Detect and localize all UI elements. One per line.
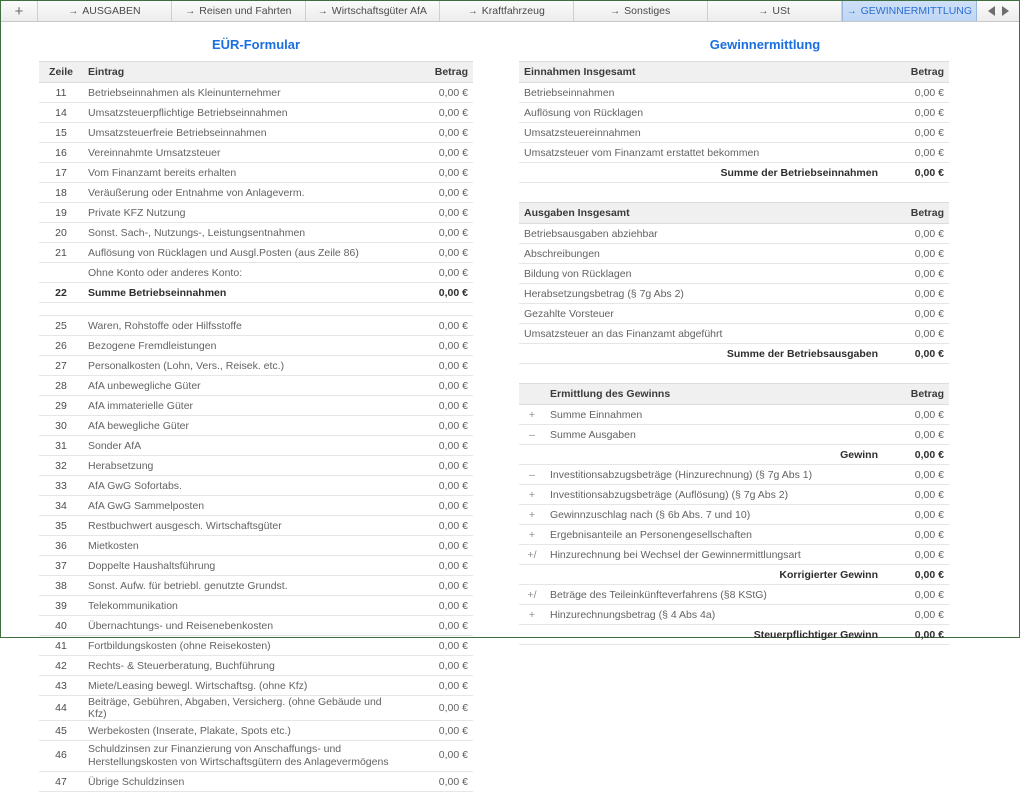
arrow-right-icon: → [758,5,769,17]
cell-betrag[interactable]: 0,00 € [883,143,949,163]
cell-sign: – [519,465,545,485]
cell-zeile: 42 [39,656,83,676]
total-betrag: 0,00 € [883,344,949,364]
tab-list [38,1,977,21]
arrow-right-icon: → [610,5,621,17]
cell-betrag[interactable]: 0,00 € [407,456,473,476]
section-header-label: Ausgaben Insgesamt [519,203,883,224]
section-header-label: Ermittlung des Gewinns [545,384,883,405]
section-gap [519,183,949,202]
gewinnermittlung-panel [511,23,1019,641]
arrow-right-icon: → [317,5,328,17]
cell-zeile: 28 [39,376,83,396]
table-row[interactable] [519,304,949,324]
table-row[interactable] [519,545,949,565]
table-row[interactable] [39,356,473,376]
table-row[interactable] [519,525,949,545]
cell-sign: + [519,605,545,625]
table-row[interactable] [39,656,473,676]
table-row[interactable] [39,636,473,656]
cell-betrag[interactable]: 0,00 € [407,163,473,183]
cell-zeile: 36 [39,536,83,556]
cell-zeile: 39 [39,596,83,616]
cell-sign: +/ [519,545,545,565]
table-row[interactable] [519,244,949,264]
cell-eintrag: AfA GwG Sofortabs. [83,476,407,496]
table-row[interactable] [519,465,949,485]
total-label: Korrigierter Gewinn [545,565,883,585]
tab-gewinnermittlung[interactable] [842,1,977,21]
cell-betrag[interactable]: 0,00 € [883,224,949,244]
cell-eintrag: Ohne Konto oder anderes Konto: [83,263,407,283]
tab-label: USt [772,5,790,17]
cell-label: Abschreibungen [519,244,883,264]
table-row[interactable] [39,416,473,436]
tab-label: Sonstiges [624,5,671,17]
table-row[interactable] [39,536,473,556]
table-row[interactable] [519,585,949,605]
arrow-right-icon: → [68,5,79,17]
table-row[interactable] [39,183,473,203]
cell-betrag[interactable]: 0,00 € [407,416,473,436]
cell-zeile: 29 [39,396,83,416]
cell-sign: + [519,485,545,505]
cell-betrag[interactable]: 0,00 € [407,772,473,792]
cell-zeile: 25 [39,316,83,336]
table-row[interactable] [39,476,473,496]
tab-label: GEWINNERMITTLUNG [860,5,973,17]
tab-label: AUSGABEN [82,5,141,17]
section-1 [519,61,949,183]
table-row[interactable] [39,556,473,576]
cell-zeile: 32 [39,456,83,476]
cell-zeile: 33 [39,476,83,496]
cell-betrag[interactable]: 0,00 € [407,696,473,721]
cell-eintrag: Umsatzsteuerpflichtige Betriebseinnahmen [83,103,407,123]
column-header-betrag: Betrag [883,384,949,405]
column-header-betrag: Betrag [883,62,949,83]
cell-betrag[interactable]: 0,00 € [883,525,949,545]
cell-betrag[interactable]: 0,00 € [407,476,473,496]
cell-zeile: 14 [39,103,83,123]
cell-zeile: 37 [39,556,83,576]
cell-label: Ergebnisanteile an Personengesellschaften [545,525,883,545]
cell-eintrag: Sonder AfA [83,436,407,456]
cell-betrag[interactable]: 0,00 € [407,243,473,263]
cell-eintrag: Waren, Rohstoffe oder Hilfsstoffe [83,316,407,336]
cell-betrag[interactable]: 0,00 € [883,304,949,324]
eur-formular-panel [1,23,511,788]
table-row[interactable] [39,772,473,792]
table-row[interactable] [39,223,473,243]
cell-betrag[interactable]: 0,00 € [883,284,949,304]
cell-label: Betriebsausgaben abziehbar [519,224,883,244]
cell-betrag[interactable]: 0,00 € [407,283,473,303]
cell-eintrag: Rechts- & Steuerberatung, Buchführung [83,656,407,676]
cell-betrag[interactable]: 0,00 € [407,316,473,336]
cell-eintrag: Beiträge, Gebühren, Abgaben, Versicherg. (ohne Gebäude und Kfz) [83,696,407,721]
cell-eintrag: AfA bewegliche Güter [83,416,407,436]
cell-zeile: 27 [39,356,83,376]
add-tab-button[interactable] [1,1,38,21]
cell-betrag[interactable]: 0,00 € [407,263,473,283]
eur-table-wrapper [1,61,511,792]
column-header-zeile: Zeile [39,62,83,83]
column-header-betrag: Betrag [883,203,949,224]
table-row[interactable] [519,103,949,123]
cell-betrag[interactable]: 0,00 € [407,123,473,143]
total-row [519,445,949,465]
cell-zeile: 35 [39,516,83,536]
cell-eintrag: Werbekosten (Inserate, Plakate, Spots etc.) [83,721,407,741]
cell-betrag[interactable]: 0,00 € [407,676,473,696]
table-row[interactable] [39,576,473,596]
cell-betrag[interactable]: 0,00 € [407,143,473,163]
table-row[interactable] [39,396,473,416]
table-row[interactable] [39,376,473,396]
section-table [519,383,949,645]
cell-label: Investitionsabzugsbeträge (Auflösung) (§ 7g Abs 2) [545,485,883,505]
column-header-eintrag: Eintrag [83,62,407,83]
cell-zeile: 17 [39,163,83,183]
cell-zeile: 38 [39,576,83,596]
total-betrag: 0,00 € [883,445,949,465]
table-row[interactable] [519,83,949,103]
cell-betrag[interactable]: 0,00 € [407,656,473,676]
cell-betrag[interactable]: 0,00 € [883,405,949,425]
cell-label: Hinzurechnung bei Wechsel der Gewinnermittlungsart [545,545,883,565]
cell-eintrag: Übrige Schuldzinsen [83,772,407,792]
cell-label: Summe Einnahmen [545,405,883,425]
cell-zeile: 46 [39,741,83,772]
cell-betrag[interactable]: 0,00 € [407,396,473,416]
cell-betrag[interactable]: 0,00 € [407,436,473,456]
table-row[interactable] [519,425,949,445]
table-row[interactable] [39,436,473,456]
total-row [519,163,949,183]
tab-wirtschaftsg-ter-afa[interactable] [306,1,440,21]
total-row [519,565,949,585]
cell-betrag[interactable]: 0,00 € [407,721,473,741]
cell-label: Hinzurechnungsbetrag (§ 4 Abs 4a) [545,605,883,625]
column-header-sign [519,384,545,405]
cell-eintrag: Miete/Leasing bewegl. Wirtschaftsg. (ohne Kfz) [83,676,407,696]
cell-sign: – [519,425,545,445]
table-row[interactable] [39,83,473,103]
cell-eintrag: Bezogene Fremdleistungen [83,336,407,356]
table-row[interactable] [519,123,949,143]
cell-betrag[interactable]: 0,00 € [407,223,473,243]
total-betrag: 0,00 € [883,625,949,645]
cell-label: Umsatzsteuer vom Finanzamt erstattet bekommen [519,143,883,163]
table-row[interactable] [39,243,473,263]
cell-betrag[interactable]: 0,00 € [883,425,949,445]
cell-eintrag: Fortbildungskosten (ohne Reisekosten) [83,636,407,656]
table-row[interactable] [519,605,949,625]
cell-sign: +/ [519,585,545,605]
cell-zeile: 30 [39,416,83,436]
cell-eintrag: Restbuchwert ausgesch. Wirtschaftsgüter [83,516,407,536]
table-row[interactable] [519,143,949,163]
cell-eintrag: Umsatzsteuerfreie Betriebseinnahmen [83,123,407,143]
cell-eintrag: Mietkosten [83,536,407,556]
spacer-cell [39,303,473,316]
cell-zeile: 34 [39,496,83,516]
total-label: Steuerpflichtiger Gewinn [545,625,883,645]
cell-sign [519,445,545,465]
cell-betrag[interactable]: 0,00 € [883,264,949,284]
cell-betrag[interactable]: 0,00 € [407,576,473,596]
cell-betrag[interactable]: 0,00 € [883,485,949,505]
cell-zeile: 18 [39,183,83,203]
section-header-row [519,203,949,224]
cell-betrag[interactable]: 0,00 € [407,336,473,356]
cell-label: Beträge des Teileinkünfteverfahrens (§8 KStG) [545,585,883,605]
total-label: Summe der Betriebseinnahmen [519,163,883,183]
chevron-left-icon[interactable] [988,6,995,16]
table-row[interactable] [39,336,473,356]
cell-zeile: 21 [39,243,83,263]
section-table [519,61,949,183]
table-row[interactable] [39,456,473,476]
cell-eintrag: Schuldzinsen zur Finanzierung von Anschaffungs- und Herstellungskosten von Wirtschaftsgütern des Anlagevermögens [83,741,407,772]
cell-eintrag: Summe Betriebseinnahmen [83,283,407,303]
cell-sign: + [519,525,545,545]
cell-betrag[interactable]: 0,00 € [407,536,473,556]
table-row[interactable] [39,316,473,336]
cell-zeile: 31 [39,436,83,456]
table-row[interactable] [39,283,473,303]
cell-label: Betriebseinnahmen [519,83,883,103]
tab-reisen-und-fahrten[interactable] [172,1,306,21]
cell-eintrag: Herabsetzung [83,456,407,476]
total-betrag: 0,00 € [883,565,949,585]
tab-label: Wirtschaftsgüter AfA [331,5,427,17]
total-row [519,344,949,364]
cell-betrag[interactable]: 0,00 € [407,516,473,536]
column-header-betrag: Betrag [407,62,473,83]
cell-eintrag: Telekommunikation [83,596,407,616]
cell-eintrag: AfA GwG Sammelposten [83,496,407,516]
cell-zeile: 41 [39,636,83,656]
table-row[interactable] [39,123,473,143]
section-gap [519,364,949,383]
section-header-row [519,384,949,405]
cell-zeile: 26 [39,336,83,356]
table-row[interactable] [519,264,949,284]
cell-zeile: 44 [39,696,83,721]
cell-label: Gezahlte Vorsteuer [519,304,883,324]
table-row[interactable] [39,143,473,163]
section-header-label: Einnahmen Insgesamt [519,62,883,83]
cell-zeile: 40 [39,616,83,636]
cell-sign [519,625,545,645]
plus-icon: + [14,2,24,20]
cell-sign: + [519,505,545,525]
cell-eintrag: Doppelte Haushaltsführung [83,556,407,576]
cell-zeile: 16 [39,143,83,163]
table-spacer-row [39,303,473,316]
cell-eintrag: Personalkosten (Lohn, Vers., Reisek. etc.) [83,356,407,376]
total-betrag: 0,00 € [883,163,949,183]
table-row[interactable] [519,485,949,505]
arrow-right-icon: → [467,5,478,17]
cell-label: Bildung von Rücklagen [519,264,883,284]
cell-zeile: 15 [39,123,83,143]
cell-label: Umsatzsteuereinnahmen [519,123,883,143]
table-row[interactable] [39,596,473,616]
table-row[interactable] [39,163,473,183]
cell-zeile: 20 [39,223,83,243]
cell-eintrag: Übernachtungs- und Reisenebenkosten [83,616,407,636]
cell-betrag[interactable]: 0,00 € [407,356,473,376]
cell-betrag[interactable]: 0,00 € [883,545,949,565]
gewinnermittlung-sections [511,61,1019,645]
cell-eintrag: Veräußerung oder Entnahme von Anlageverm. [83,183,407,203]
cell-betrag[interactable]: 0,00 € [883,324,949,344]
cell-betrag[interactable]: 0,00 € [883,585,949,605]
tab-ausgaben[interactable] [38,1,172,21]
cell-betrag[interactable]: 0,00 € [883,123,949,143]
cell-sign: + [519,405,545,425]
cell-eintrag: Auflösung von Rücklagen und Ausgl.Posten (aus Zeile 86) [83,243,407,263]
cell-zeile: 45 [39,721,83,741]
cell-zeile: 19 [39,203,83,223]
table-row[interactable] [39,676,473,696]
table-row[interactable] [39,741,473,772]
tab-label: Kraftfahrzeug [481,5,545,17]
cell-label: Gewinnzuschlag nach (§ 6b Abs. 7 und 10) [545,505,883,525]
cell-betrag[interactable]: 0,00 € [407,741,473,772]
tab-bar [1,1,1019,22]
cell-betrag[interactable]: 0,00 € [883,505,949,525]
table-header-row [39,62,473,83]
arrow-right-icon: → [185,5,196,17]
cell-betrag[interactable]: 0,00 € [407,496,473,516]
cell-betrag[interactable]: 0,00 € [883,605,949,625]
cell-eintrag: Vom Finanzamt bereits erhalten [83,163,407,183]
page-title-left: EÜR-Formular [211,37,301,52]
cell-label: Herabsetzungsbetrag (§ 7g Abs 2) [519,284,883,304]
cell-eintrag: Private KFZ Nutzung [83,203,407,223]
table-row[interactable] [39,516,473,536]
cell-betrag[interactable]: 0,00 € [883,465,949,485]
cell-eintrag: Sonst. Aufw. für betriebl. genutzte Grundst. [83,576,407,596]
cell-zeile: 11 [39,83,83,103]
cell-label: Umsatzsteuer an das Finanzamt abgeführt [519,324,883,344]
table-row[interactable] [519,224,949,244]
eur-table [39,61,473,792]
cell-betrag[interactable]: 0,00 € [407,103,473,123]
section-header-row [519,62,949,83]
cell-betrag[interactable]: 0,00 € [407,376,473,396]
cell-betrag[interactable]: 0,00 € [407,83,473,103]
tab-ust[interactable] [708,1,842,21]
cell-zeile: 22 [39,283,83,303]
cell-eintrag: AfA unbewegliche Güter [83,376,407,396]
arrow-right-icon: → [846,5,857,17]
cell-betrag[interactable]: 0,00 € [407,203,473,223]
tab-kraftfahrzeug[interactable] [440,1,574,21]
section-table [519,202,949,364]
tab-label: Reisen und Fahrten [199,5,292,17]
cell-betrag[interactable]: 0,00 € [883,103,949,123]
tab-sonstiges[interactable] [574,1,708,21]
cell-betrag[interactable]: 0,00 € [407,636,473,656]
chevron-right-icon[interactable] [1002,6,1009,16]
table-row[interactable] [39,616,473,636]
cell-betrag[interactable]: 0,00 € [407,596,473,616]
table-row[interactable] [39,496,473,516]
total-label: Summe der Betriebsausgaben [519,344,883,364]
cell-label: Summe Ausgaben [545,425,883,445]
cell-label: Auflösung von Rücklagen [519,103,883,123]
section-3 [519,383,949,645]
table-row[interactable] [39,263,473,283]
table-row[interactable] [519,405,949,425]
cell-eintrag: Betriebseinnahmen als Kleinunternehmer [83,83,407,103]
cell-zeile [39,263,83,283]
cell-sign [519,565,545,585]
table-row[interactable] [519,284,949,304]
tab-scroll-controls [977,1,1019,21]
page-title-right: Gewinnermittlung [709,37,821,52]
table-row[interactable] [519,505,949,525]
cell-betrag[interactable]: 0,00 € [407,556,473,576]
section-2 [519,202,949,364]
table-row[interactable] [39,696,473,721]
cell-betrag[interactable]: 0,00 € [407,183,473,203]
cell-betrag[interactable]: 0,00 € [883,83,949,103]
cell-eintrag: Sonst. Sach-, Nutzungs-, Leistungsentnahmen [83,223,407,243]
cell-eintrag: AfA immaterielle Güter [83,396,407,416]
cell-eintrag: Vereinnahmte Umsatzsteuer [83,143,407,163]
table-row[interactable] [39,103,473,123]
table-row[interactable] [39,203,473,223]
total-row [519,625,949,645]
table-row[interactable] [39,721,473,741]
cell-label: Investitionsabzugsbeträge (Hinzurechnung) (§ 7g Abs 1) [545,465,883,485]
total-label: Gewinn [545,445,883,465]
table-row[interactable] [519,324,949,344]
cell-betrag[interactable]: 0,00 € [883,244,949,264]
cell-betrag[interactable]: 0,00 € [407,616,473,636]
main-content [1,23,1019,788]
cell-zeile: 47 [39,772,83,792]
cell-zeile: 43 [39,676,83,696]
